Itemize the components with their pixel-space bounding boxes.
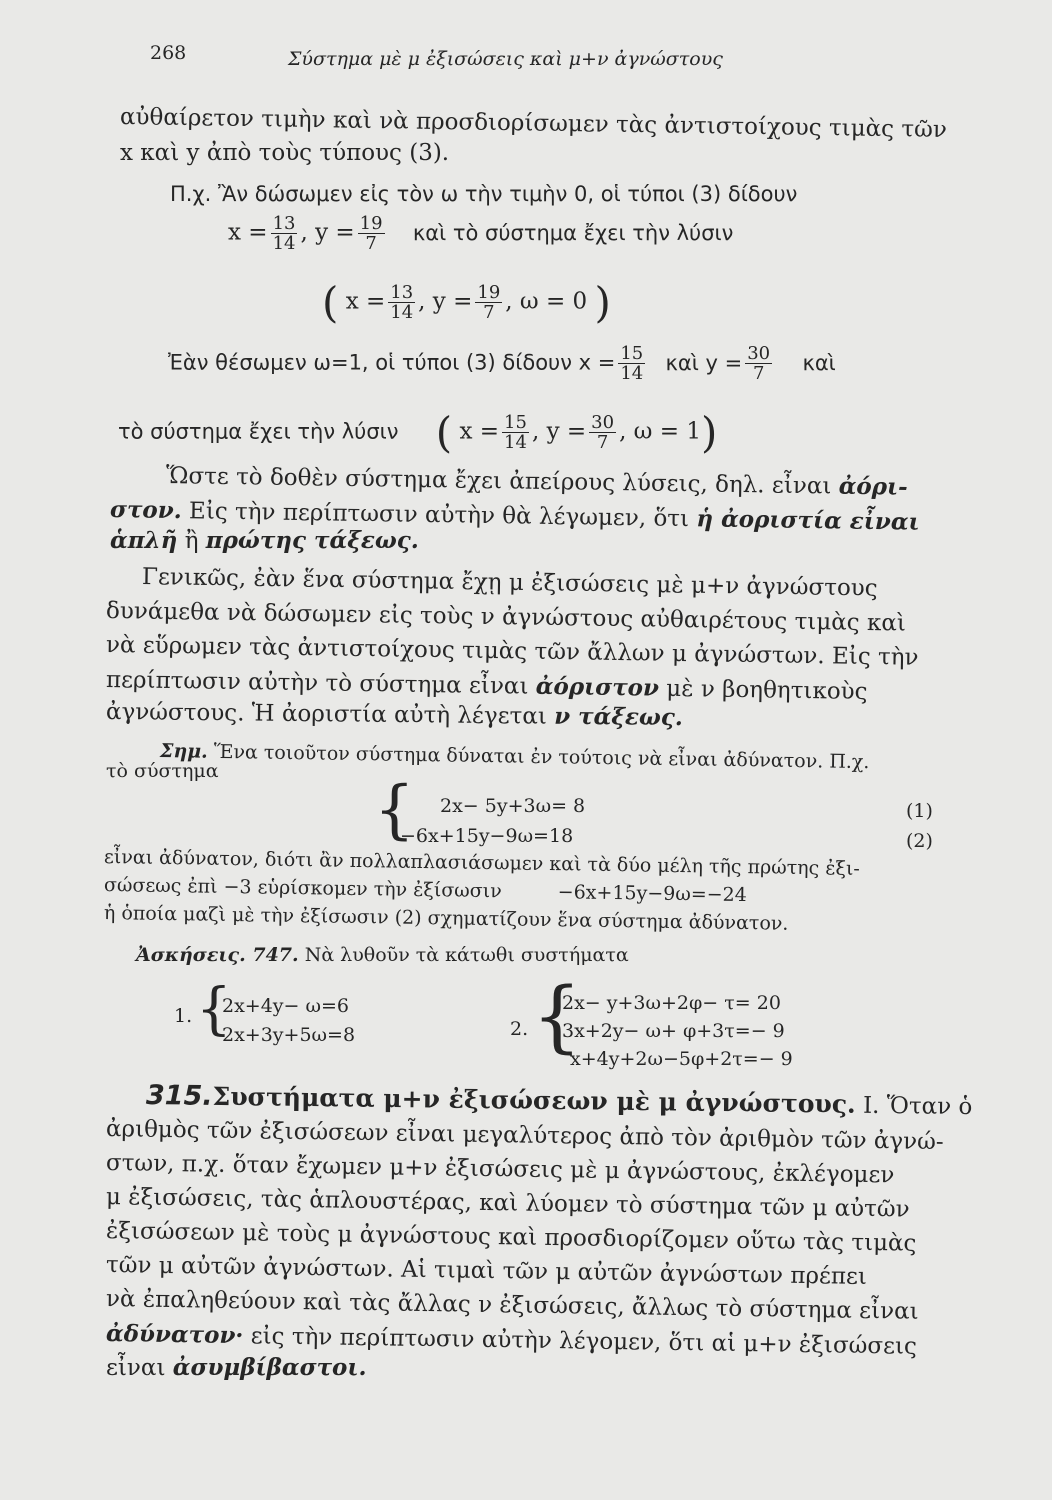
note-tag-1: (1) <box>906 800 933 822</box>
exercises-line <box>136 944 629 966</box>
exercise-1-brace: { <box>196 977 232 1042</box>
para1-line-1 <box>166 462 908 501</box>
para1-l2c: ἡ ἀοριστία εἶναι <box>696 505 920 536</box>
para1-l3c: πρώτης τάξεως. <box>205 527 419 554</box>
note-line-5: ἡ ὁποία μαζὶ μὲ τὴν ἐξίσωσιν (2) σχηματίζουν ἕνα σύστημα ἀδύνατον. <box>103 902 789 935</box>
exercise-2-eq-1: 2x− y+3ω+2φ− τ= 20 <box>562 992 781 1014</box>
example2-solution <box>118 408 717 457</box>
note-line-4 <box>104 874 747 906</box>
ex1-y-fraction <box>358 214 385 253</box>
page-number: 268 <box>150 42 187 64</box>
para1-l1a: Ὥστε τὸ δοθὲν σύστημα ἔχει ἀπείρους λύσεις, δηλ. εἶναι <box>165 463 832 500</box>
para1-l2b: Εἰς τὴν περίπτωσιν αὐτὴν θὰ λέγωμεν, ὅτι <box>188 498 690 533</box>
ex2-y-num: 30 <box>747 343 771 364</box>
section-l8b: εἰς τὴν περίπτωσιν αὐτὴν λέγομεν, ὅτι αἱ μ+ν ἐξισώσεις <box>250 1323 918 1360</box>
ex2-x-den: 14 <box>620 363 644 384</box>
ex1-sol-y-num: 19 <box>477 282 501 303</box>
ex1-sol-y: , y = <box>418 288 473 315</box>
example1-lead: Π.χ. Ἂν δώσωμεν εἰς τὸν ω τὴν τιμὴν 0, οἱ τύποι (3) δίδουν <box>170 182 798 206</box>
note-system-brace: { <box>374 773 415 847</box>
note-eq-2: −6x+15y−9ω=18 <box>400 825 574 847</box>
para2-line-5 <box>106 698 683 731</box>
para1-l1b: ἀόρι- <box>838 472 908 501</box>
note-tag-2: (2) <box>906 830 933 852</box>
ex2-y-den: 7 <box>752 363 765 384</box>
ex1-tail: καὶ τὸ σύστημα ἔχει τὴν λύσιν <box>412 220 734 245</box>
ex1-sol-w: , ω = 0 <box>505 288 588 315</box>
para2-line-3: νὰ εὕρωμεν τὰς ἀντιστοίχους τιμὰς τῶν ἄλλων μ ἀγνώστων. Εἰς τὴν <box>105 632 919 671</box>
ex2-sol-x: x = <box>459 418 500 445</box>
exercise-1-eq-1: 2x+4y− ω=6 <box>222 995 350 1017</box>
section-line-4: μ ἐξισώσεις, τὰς ἁπλουστέρας, καὶ λύομεν τὸ σύστημα τῶν μ αὐτῶν <box>105 1184 910 1223</box>
para2-l5a: ἀγνώστους. Ἡ ἀοριστία αὐτὴ λέγεται <box>105 699 547 730</box>
ex1-x-label: x = <box>228 219 268 246</box>
exercise-2-eq-3: x+4y+2ω−5φ+2τ=− 9 <box>570 1048 793 1070</box>
intro-line-2: x καὶ y ἀπὸ τοὺς τύπους (3). <box>120 140 450 166</box>
paren-close: ) <box>594 278 611 327</box>
para1-line-3 <box>110 527 419 554</box>
ex2-sol-w: , ω = 1 <box>619 418 701 445</box>
note-l1: Ἕνα τοιοῦτον σύστημα δύναται ἐν τούτοις νὰ εἶναι ἀδύνατον. Π.χ. <box>213 740 870 774</box>
para2-l4a: περίπτωσιν αὐτὴν τὸ σύστημα εἶναι <box>105 667 529 700</box>
para1-l3b: ἢ <box>184 528 199 554</box>
note-line-3: εἶναι ἀδύνατον, διότι ἂν πολλαπλασιάσωμεν καὶ τὰ δύο μέλη τῆς πρώτης ἐξι- <box>103 846 861 880</box>
para2-l5b: ν τάξεως. <box>554 702 683 732</box>
ex1-y-label: , y = <box>300 219 355 246</box>
note-line-1 <box>160 740 870 773</box>
ex2-x-fraction <box>618 344 645 383</box>
example1-values <box>228 214 733 253</box>
example2-line <box>168 344 836 383</box>
ex1-sol-x: x = <box>345 288 386 315</box>
ex2-sol-y-fraction <box>589 413 616 452</box>
ex1-sol-y-fraction <box>475 283 502 322</box>
ex2-sol-y: , y = <box>531 418 587 445</box>
note-label: Σημ. <box>159 740 208 763</box>
paren-open: ( <box>322 278 339 327</box>
ex1-x-den: 14 <box>272 233 296 254</box>
ex1-x-num: 13 <box>272 213 296 234</box>
section-line-6: τῶν μ αὐτῶν ἀγνώστων. Αἱ τιμαὶ τῶν μ αὐτῶν ἀγνώστων πρέπει <box>105 1252 868 1290</box>
ex2-mid: καὶ y = <box>665 350 743 375</box>
para2-line-2: δυνάμεθα νὰ δώσωμεν εἰς τοὺς ν ἀγνώστους αὐθαιρέτους τιμὰς καὶ <box>105 598 907 637</box>
ex2-sol-x-num: 15 <box>504 412 527 433</box>
exercise-2-eq-2: 3x+2y− ω+ φ+3τ=− 9 <box>562 1020 785 1042</box>
ex2-tail: καὶ <box>802 350 836 375</box>
ex1-x-fraction <box>271 214 298 253</box>
ex1-sol-x-den: 14 <box>390 302 414 323</box>
ex1-sol-x-num: 13 <box>390 282 414 303</box>
intro-line-1: αὐθαίρετον τιμὴν καὶ νὰ προσδιορίσωμεν τὰς ἀντιστοίχους τιμὰς τῶν <box>119 104 948 143</box>
section-line-9 <box>106 1354 367 1381</box>
ex2-sol-x-fraction <box>502 413 529 452</box>
example1-solution <box>322 278 611 327</box>
section-l9b: ἀσυμβίβαστοι. <box>172 1354 367 1381</box>
note-line-2: τὸ σύστημα <box>106 760 219 782</box>
exercise-2-brace: { <box>532 972 582 1062</box>
ex2-y-fraction <box>745 344 772 383</box>
section-l1-tail: I. Ὅταν ὁ <box>862 1092 973 1121</box>
ex1-y-den: 7 <box>365 233 377 254</box>
section-title: Συστήματα μ+ν ἐξισώσεων μὲ μ ἀγνώστους. <box>212 1081 856 1119</box>
para2-line-1: Γενικῶς, ἐὰν ἕνα σύστημα ἔχῃ μ ἐξισώσεις μὲ μ+ν ἀγνώστους <box>141 564 878 602</box>
ex2-sol-y-den: 7 <box>596 432 609 453</box>
ex2-sol-x-den: 14 <box>504 432 527 453</box>
exercise-2-number: 2. <box>510 1018 529 1040</box>
exercise-1-eq-2: 2x+3y+5ω=8 <box>222 1024 356 1046</box>
paren-close-2: ) <box>700 408 718 457</box>
section-line-2: ἀριθμὸς τῶν ἐξισώσεων εἶναι μεγαλύτερος ἀπὸ τὸν ἀριθμὸν τῶν ἀγνώ- <box>105 1116 944 1156</box>
section-l8a: ἀδύνατον· <box>105 1320 244 1350</box>
ex1-sol-y-den: 7 <box>483 302 495 323</box>
para2-l4b: ἀόριστον <box>535 672 660 702</box>
section-l9a: εἶναι <box>106 1355 166 1381</box>
note-eq-1: 2x− 5y+3ω= 8 <box>440 795 586 817</box>
section-line-5: ἐξισώσεων μὲ τοὺς μ ἀγνώστους καὶ προσδιορίζομεν οὕτω τὰς τιμὰς <box>105 1218 917 1257</box>
running-title: Σύστημα μὲ μ ἐξισώσεις καὶ μ+ν ἀγνώστους <box>288 48 723 70</box>
para2-l4c: μὲ ν βοηθητικοὺς <box>666 675 868 705</box>
paren-open-2: ( <box>435 408 453 457</box>
exercises-text: Νὰ λυθοῦν τὰ κάτωθι συστήματα <box>304 944 629 966</box>
para1-l2a: στον. <box>109 496 182 525</box>
para1-l3a: ἁπλῆ <box>110 527 178 554</box>
note-l4b: −6x+15y−9ω=−24 <box>557 881 747 907</box>
ex2-lead: Ἐὰν θέσωμεν ω=1, οἱ τύποι (3) δίδουν x = <box>168 350 616 375</box>
ex2-x-num: 15 <box>620 343 644 364</box>
ex1-y-num: 19 <box>359 213 383 234</box>
exercises-label: Ἀσκήσεις. 747. <box>136 944 299 966</box>
exercise-1-number: 1. <box>174 1005 193 1027</box>
section-315-heading <box>146 1080 973 1121</box>
ex2-sys-text: τὸ σύστημα ἔχει τὴν λύσιν <box>118 419 399 444</box>
section-line-7: νὰ ἐπαληθεύουν καὶ τὰς ἄλλας ν ἐξισώσεις, ἄλλως τὸ σύστημα εἶναι <box>105 1286 919 1325</box>
ex1-sol-x-fraction <box>388 283 415 322</box>
section-line-3: στων, π.χ. ὅταν ἔχωμεν μ+ν ἐξισώσεις μὲ μ ἀγνώστους, ἐκλέγομεν <box>105 1150 895 1189</box>
ex2-sol-y-num: 30 <box>591 412 615 433</box>
section-number: 315. <box>145 1080 213 1112</box>
note-l4a: σώσεως ἐπὶ −3 εὑρίσκομεν τὴν ἐξίσωσιν <box>103 874 502 903</box>
